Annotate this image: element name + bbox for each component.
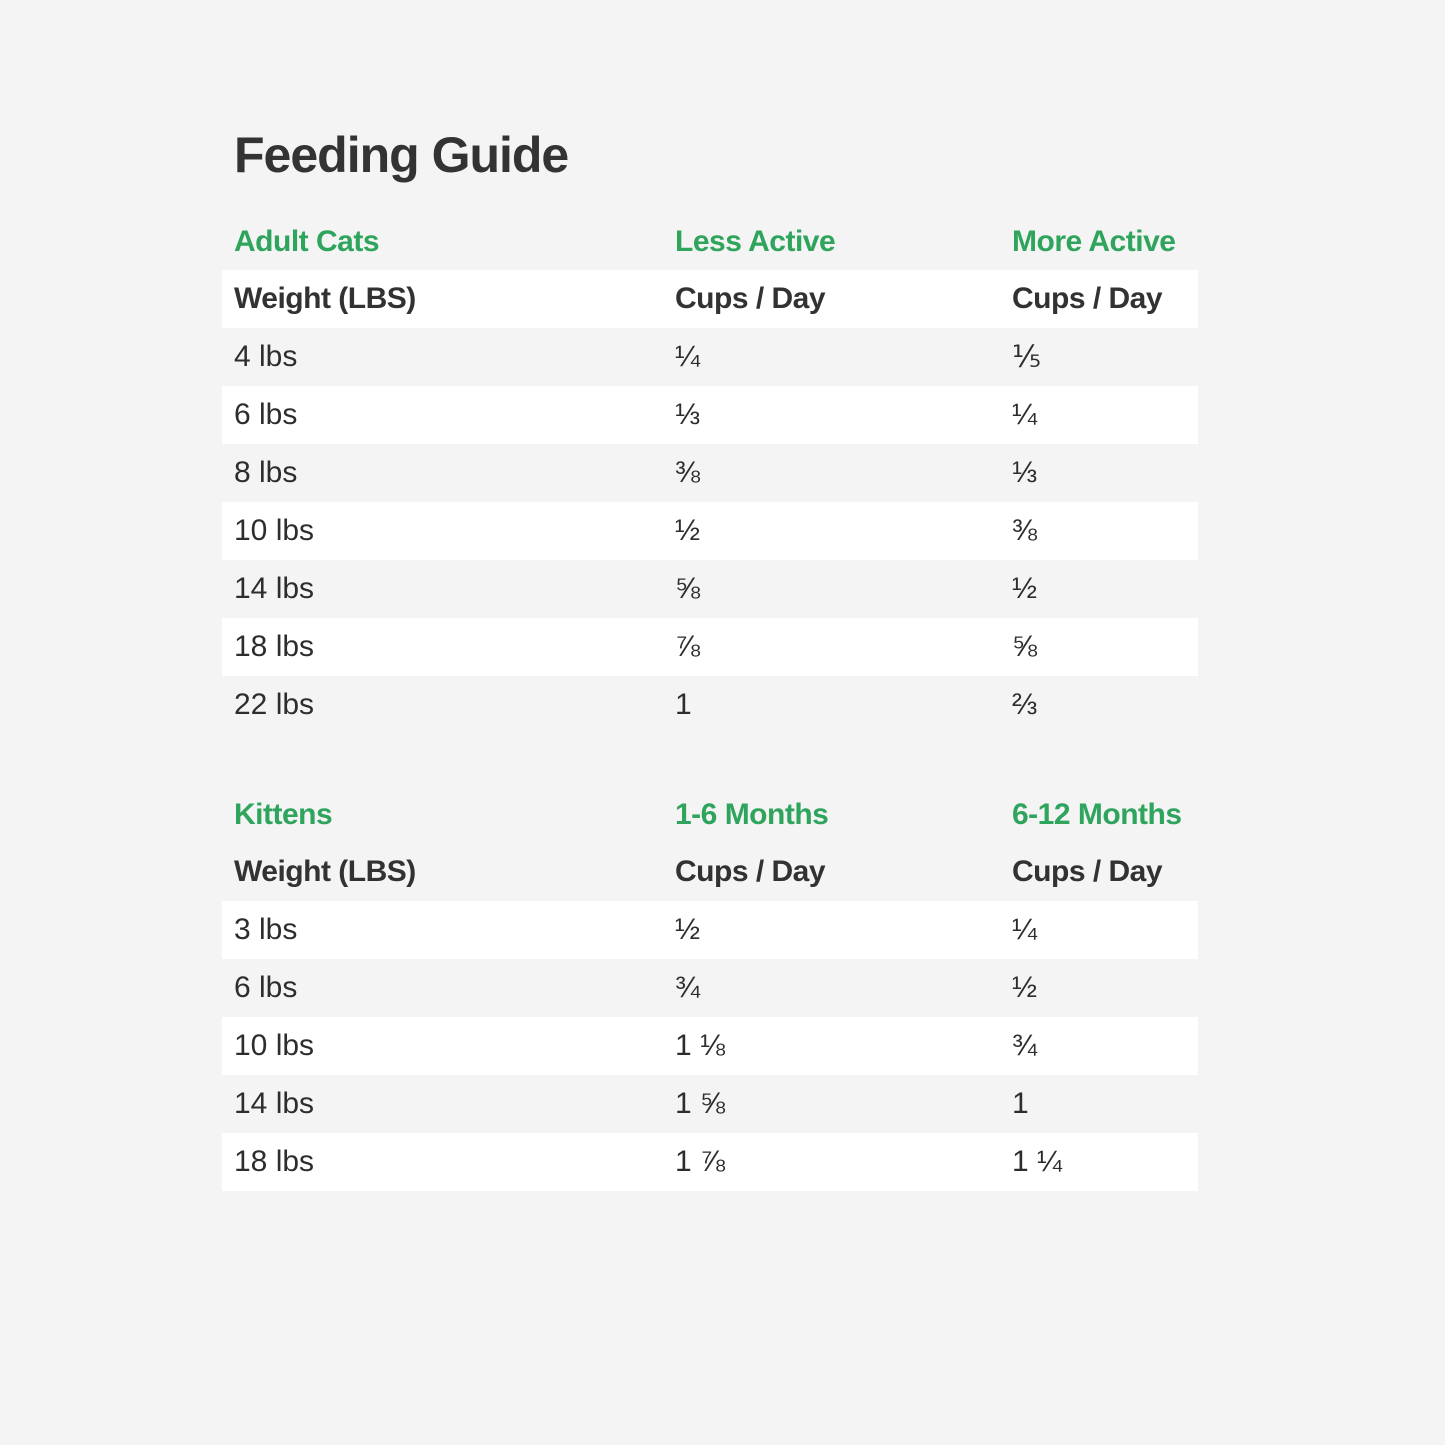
weight-header: Weight (LBS) bbox=[234, 855, 416, 888]
cups-cell: ¾ bbox=[1012, 1029, 1038, 1062]
table-row bbox=[222, 1075, 1198, 1133]
cups-cell: ⅓ bbox=[1012, 456, 1038, 489]
weight-cell: 18 lbs bbox=[234, 1145, 315, 1178]
table-row bbox=[222, 901, 1198, 959]
more-active-label: More Active bbox=[1012, 224, 1176, 258]
table-row bbox=[222, 328, 1198, 386]
table-row bbox=[222, 1017, 1198, 1075]
kitten-section-label: Kittens bbox=[234, 797, 333, 831]
weight-cell: 6 lbs bbox=[234, 971, 298, 1004]
cups-cell: 1 bbox=[1012, 1087, 1029, 1120]
weight-cell: 10 lbs bbox=[234, 514, 315, 547]
adult-cats-table bbox=[222, 213, 1198, 734]
less-active-label: Less Active bbox=[675, 224, 836, 258]
weight-cell: 14 lbs bbox=[234, 572, 315, 605]
weight-cell: 18 lbs bbox=[234, 630, 315, 663]
cups-cell: ⅜ bbox=[675, 456, 701, 489]
months-1-6-label: 1-6 Months bbox=[675, 797, 829, 831]
page-title: Feeding Guide bbox=[234, 127, 569, 183]
cups-cell: ¼ bbox=[1012, 398, 1038, 431]
cups-day-header: Cups / Day bbox=[675, 282, 826, 315]
cups-cell: ⅞ bbox=[675, 630, 701, 663]
cups-cell: ¼ bbox=[675, 340, 701, 373]
weight-cell: 22 lbs bbox=[234, 688, 315, 721]
cups-cell: ½ bbox=[1012, 572, 1038, 605]
table-row bbox=[222, 959, 1198, 1017]
cups-cell: 1 ¼ bbox=[1012, 1145, 1063, 1178]
cups-day-header: Cups / Day bbox=[1012, 855, 1163, 888]
table-row bbox=[222, 676, 1198, 734]
cups-cell: 1 bbox=[675, 688, 692, 721]
table-row bbox=[222, 560, 1198, 618]
kitten-section-header-row bbox=[222, 786, 1198, 843]
table-row bbox=[222, 1133, 1198, 1191]
cups-cell: ⅕ bbox=[1012, 340, 1042, 374]
cups-cell: ½ bbox=[675, 913, 701, 946]
cups-cell: 1 ⅛ bbox=[675, 1029, 726, 1062]
weight-cell: 14 lbs bbox=[234, 1087, 315, 1120]
table-row bbox=[222, 618, 1198, 676]
cups-cell: ½ bbox=[1012, 971, 1038, 1004]
cups-cell: ⅝ bbox=[675, 572, 701, 605]
table-row bbox=[222, 386, 1198, 444]
adult-section-label: Adult Cats bbox=[234, 224, 379, 258]
weight-cell: 10 lbs bbox=[234, 1029, 315, 1062]
cups-cell: 1 ⅝ bbox=[675, 1087, 726, 1120]
adult-section-header-row bbox=[222, 213, 1198, 270]
weight-cell: 3 lbs bbox=[234, 913, 298, 946]
cups-day-header: Cups / Day bbox=[675, 855, 826, 888]
months-6-12-label: 6-12 Months bbox=[1012, 797, 1182, 831]
table-row bbox=[222, 502, 1198, 560]
cups-cell: ¼ bbox=[1012, 913, 1038, 946]
kittens-table bbox=[222, 786, 1198, 1191]
cups-cell: ¾ bbox=[675, 971, 701, 1004]
weight-cell: 6 lbs bbox=[234, 398, 298, 431]
cups-cell: ⅔ bbox=[1012, 688, 1038, 721]
cups-day-header: Cups / Day bbox=[1012, 282, 1163, 315]
weight-cell: 4 lbs bbox=[234, 340, 298, 373]
cups-cell: ½ bbox=[675, 514, 701, 547]
cups-cell: ⅝ bbox=[1012, 630, 1038, 663]
kitten-column-header-row bbox=[222, 843, 1198, 901]
cups-cell: ⅜ bbox=[1012, 514, 1038, 547]
weight-cell: 8 lbs bbox=[234, 456, 298, 489]
table-row bbox=[222, 444, 1198, 502]
adult-column-header-row bbox=[222, 270, 1198, 328]
weight-header: Weight (LBS) bbox=[234, 282, 416, 315]
cups-cell: ⅓ bbox=[675, 398, 701, 431]
cups-cell: 1 ⅞ bbox=[675, 1145, 726, 1178]
